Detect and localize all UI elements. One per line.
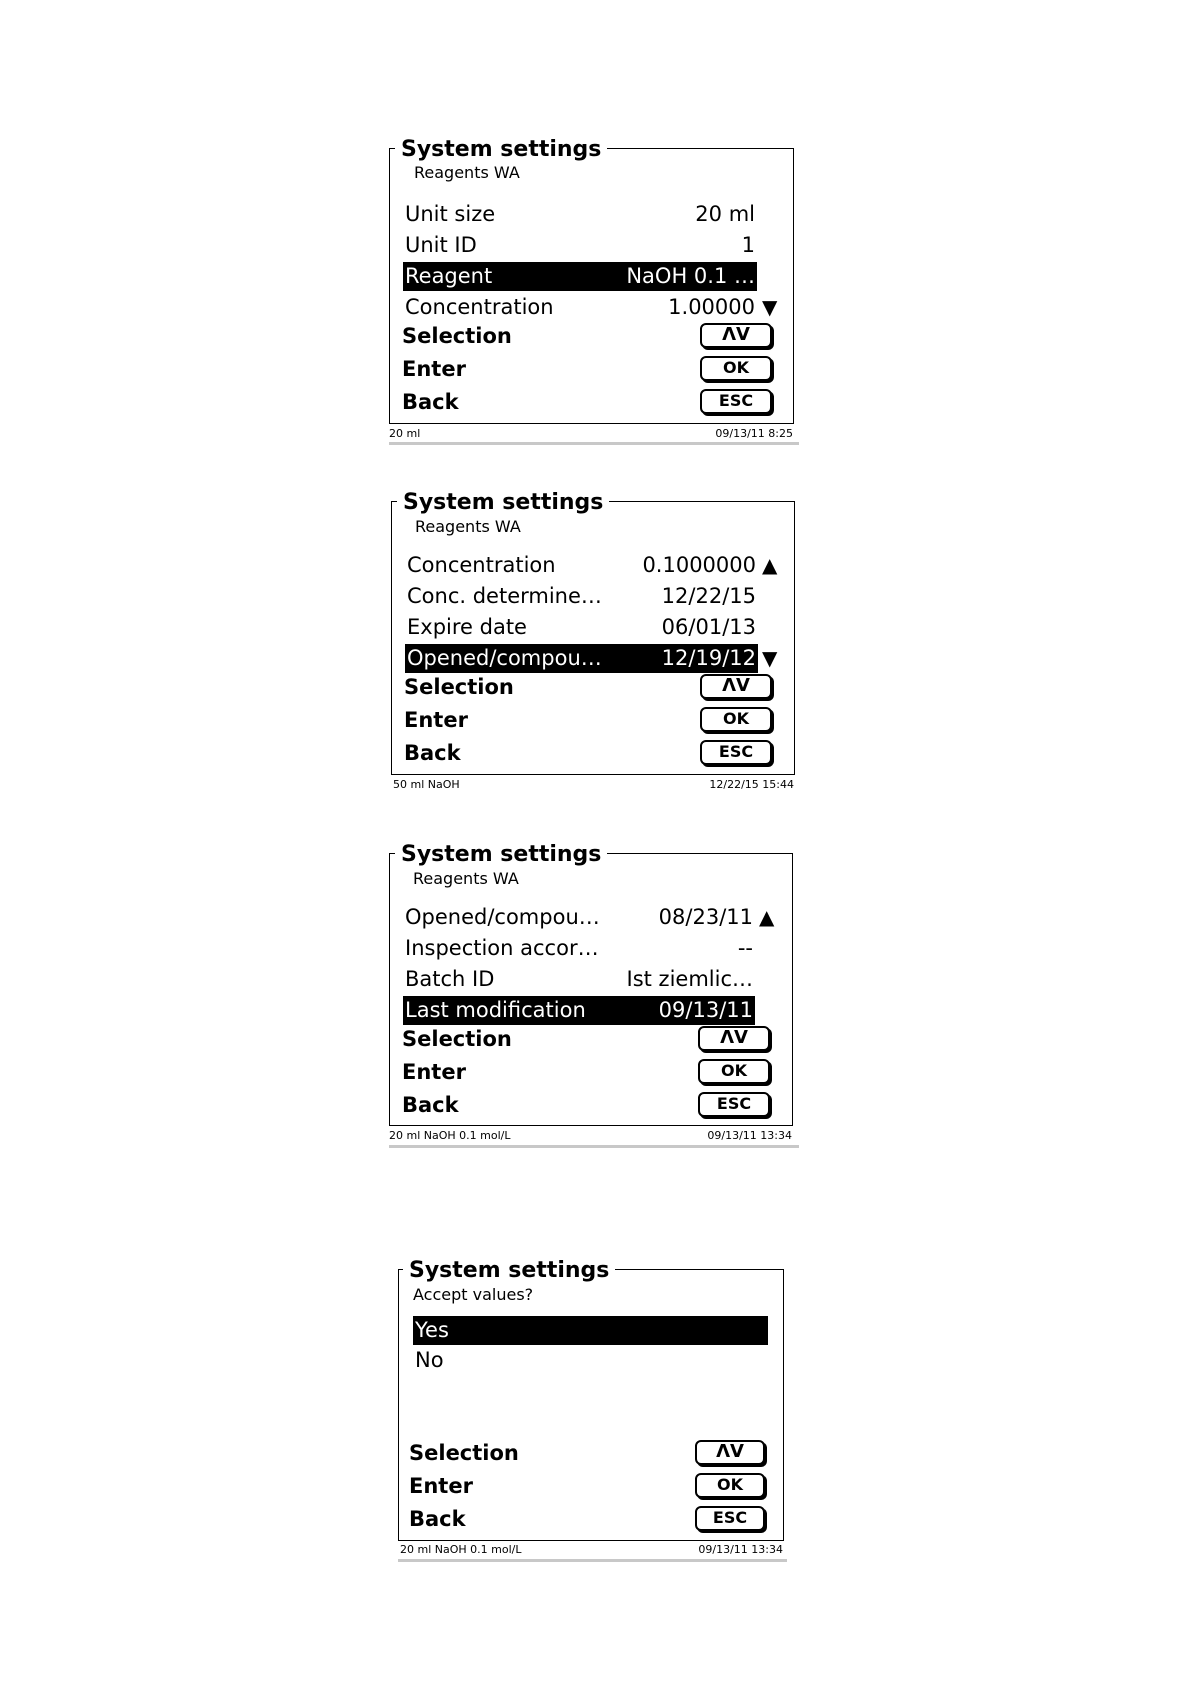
esc-key[interactable]: ESC <box>700 740 772 765</box>
ok-key[interactable]: OK <box>700 707 772 732</box>
selection-key[interactable]: ΛV <box>695 1440 765 1465</box>
setting-label: Expire date <box>407 615 527 639</box>
setting-value: 12/22/15 <box>661 584 756 608</box>
selection-key[interactable]: ΛV <box>700 323 772 348</box>
screen-subtitle: Accept values? <box>413 1285 534 1304</box>
setting-value: 06/01/13 <box>661 615 756 639</box>
setting-row-opened[interactable] <box>403 903 755 932</box>
option-label: No <box>415 1348 444 1372</box>
screen-subtitle: Reagents WA <box>415 517 521 536</box>
status-bar <box>389 1145 799 1148</box>
screen-title: System settings <box>395 843 607 867</box>
setting-label: Opened/compou… <box>405 905 600 929</box>
setting-row-unit-id[interactable] <box>403 231 757 260</box>
scroll-down-icon: ▼ <box>762 646 778 670</box>
setting-row-unit-size[interactable] <box>403 200 757 229</box>
setting-row-opened-selected[interactable] <box>405 644 758 673</box>
status-bar <box>398 1559 787 1562</box>
setting-value: 1.00000 <box>668 295 755 319</box>
status-right: 09/13/11 8:25 <box>715 427 793 440</box>
setting-label: Concentration <box>407 553 556 577</box>
setting-label: Opened/compou… <box>407 646 602 670</box>
setting-label: Inspection accor… <box>405 936 599 960</box>
status-left: 50 ml NaOH <box>393 778 460 791</box>
screen-subtitle: Reagents WA <box>414 163 520 182</box>
setting-row-conc-determined[interactable] <box>405 582 758 611</box>
esc-key[interactable]: ESC <box>695 1506 765 1531</box>
esc-key[interactable]: ESC <box>700 389 772 414</box>
selection-label: Selection <box>404 675 514 699</box>
enter-label: Enter <box>402 357 466 381</box>
setting-value: 1 <box>741 233 755 257</box>
status-right: 09/13/11 13:34 <box>698 1543 783 1556</box>
setting-label: Concentration <box>405 295 554 319</box>
scroll-down-icon: ▼ <box>762 295 778 319</box>
setting-label: Conc. determine… <box>407 584 602 608</box>
setting-row-concentration[interactable] <box>405 551 758 580</box>
selection-key[interactable]: ΛV <box>698 1026 770 1051</box>
setting-value: NaOH 0.1 … <box>626 264 755 288</box>
ok-key[interactable]: OK <box>698 1059 770 1084</box>
option-no[interactable] <box>413 1346 768 1375</box>
setting-label: Unit size <box>405 202 496 226</box>
setting-label: Last modification <box>405 998 586 1022</box>
setting-value: Ist ziemlic… <box>626 967 753 991</box>
selection-label: Selection <box>409 1441 519 1465</box>
status-left: 20 ml NaOH 0.1 mol/L <box>389 1129 511 1142</box>
screen-title: System settings <box>397 491 609 515</box>
setting-row-concentration[interactable] <box>403 293 757 322</box>
ok-key[interactable]: OK <box>695 1473 765 1498</box>
status-left: 20 ml NaOH 0.1 mol/L <box>400 1543 522 1556</box>
screen-reagents-1 <box>389 138 801 448</box>
enter-label: Enter <box>409 1474 473 1498</box>
selection-label: Selection <box>402 1027 512 1051</box>
screen-title: System settings <box>403 1259 615 1283</box>
status-right: 09/13/11 13:34 <box>707 1129 792 1142</box>
screen-title: System settings <box>395 138 607 162</box>
screen-frame <box>398 1269 784 1541</box>
screen-reagents-3 <box>389 843 801 1153</box>
esc-key[interactable]: ESC <box>698 1092 770 1117</box>
status-left: 20 ml <box>389 427 421 440</box>
screen-reagents-2 <box>391 491 803 791</box>
enter-label: Enter <box>402 1060 466 1084</box>
option-label: Yes <box>415 1318 449 1342</box>
setting-row-reagent-selected[interactable] <box>403 262 757 291</box>
setting-label: Reagent <box>405 264 493 288</box>
back-label: Back <box>402 1093 459 1117</box>
ok-key[interactable]: OK <box>700 356 772 381</box>
setting-value: 08/23/11 <box>658 905 753 929</box>
selection-key[interactable]: ΛV <box>700 674 772 699</box>
setting-row-last-modification-selected[interactable] <box>403 996 755 1025</box>
setting-value: -- <box>737 936 753 960</box>
setting-row-expire-date[interactable] <box>405 613 758 642</box>
selection-label: Selection <box>402 324 512 348</box>
status-bar <box>389 442 799 445</box>
status-right: 12/22/15 15:44 <box>709 778 794 791</box>
option-yes-selected[interactable] <box>413 1316 768 1345</box>
screen-accept-values <box>398 1259 802 1569</box>
back-label: Back <box>404 741 461 765</box>
back-label: Back <box>409 1507 466 1531</box>
back-label: Back <box>402 390 459 414</box>
setting-label: Batch ID <box>405 967 495 991</box>
setting-label: Unit ID <box>405 233 477 257</box>
screen-subtitle: Reagents WA <box>413 869 519 888</box>
setting-value: 12/19/12 <box>661 646 756 670</box>
scroll-up-icon: ▲ <box>762 553 778 577</box>
scroll-up-icon: ▲ <box>759 905 775 929</box>
setting-value: 0.1000000 <box>642 553 756 577</box>
setting-row-batch-id[interactable] <box>403 965 755 994</box>
setting-value: 09/13/11 <box>658 998 753 1022</box>
setting-row-inspection[interactable] <box>403 934 755 963</box>
setting-value: 20 ml <box>695 202 755 226</box>
enter-label: Enter <box>404 708 468 732</box>
